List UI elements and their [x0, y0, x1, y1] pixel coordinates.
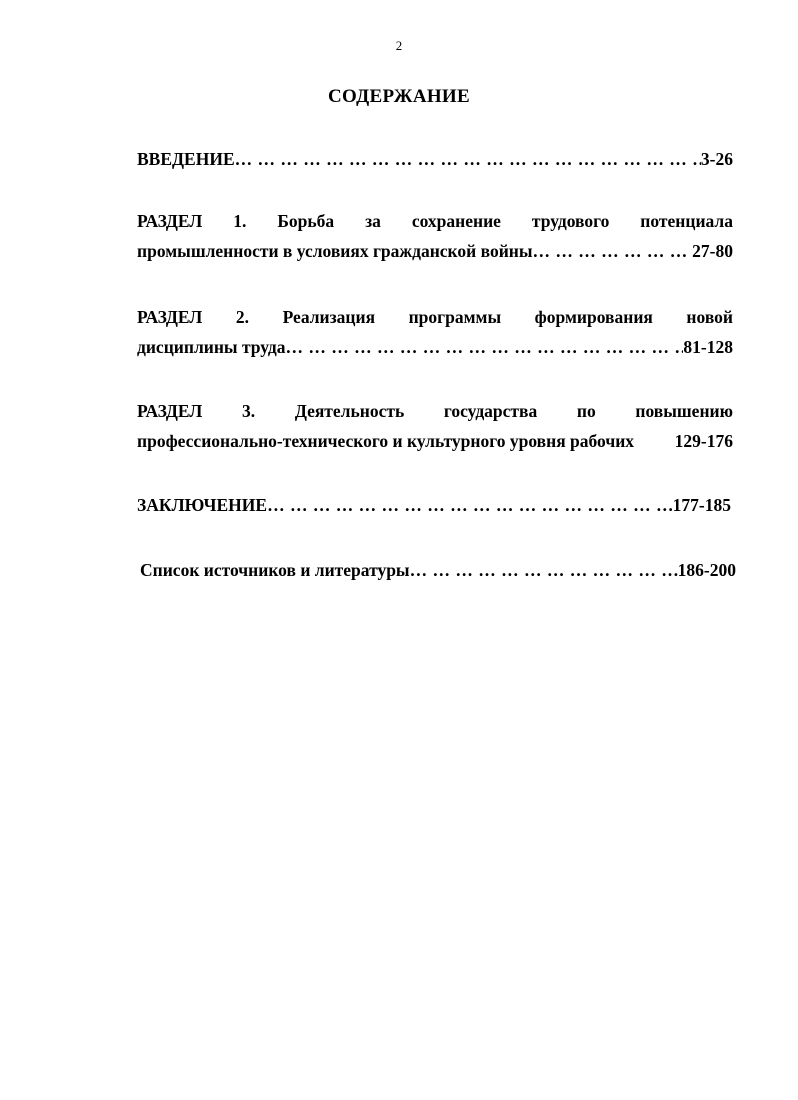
toc-entry-section-1	[137, 206, 733, 266]
toc-leader-dots	[235, 144, 701, 174]
page-number: 2	[395, 38, 403, 53]
toc-leader-dots	[286, 332, 684, 362]
toc-entry-introduction	[137, 144, 733, 174]
toc-entry-line	[137, 236, 733, 266]
toc-leader-dots	[410, 555, 678, 585]
toc-page-range: 129-176	[674, 431, 733, 451]
toc-entry-section-2	[137, 302, 733, 362]
toc-entry-conclusion	[137, 490, 731, 520]
toc-entry-heading: РАЗДЕЛ 2. Реализация программы формирования новой	[137, 307, 733, 327]
page-title: СОДЕРЖАНИЕ	[328, 86, 470, 107]
toc-entry-label: ЗАКЛЮЧЕНИЕ	[137, 495, 268, 515]
toc-entry-label: Список источников и литературы	[140, 560, 410, 580]
toc-page-range: 81-128	[683, 337, 733, 357]
toc-entry-line	[137, 144, 733, 174]
toc-leader-dots	[533, 236, 693, 266]
toc-entry-line	[137, 426, 733, 456]
toc-entry-heading: РАЗДЕЛ 3. Деятельность государства по повышению	[137, 401, 733, 421]
toc-entry-label: профессионально-технического и культурного уровня рабочих	[137, 431, 635, 451]
toc-entry-label: дисциплины труда	[137, 337, 286, 357]
toc-page-range: 177-185	[672, 495, 731, 515]
toc-entry-bibliography	[140, 555, 736, 585]
toc-page-range: 3-26	[700, 149, 733, 169]
toc-entry-section-3	[137, 396, 733, 456]
toc-entry-line	[140, 555, 736, 585]
toc-entry-label: промышленности в условиях гражданской войны	[137, 241, 533, 261]
toc-entry-heading: РАЗДЕЛ 1. Борьба за сохранение трудового потенциала	[137, 211, 733, 231]
toc-page-range: 27-80	[692, 241, 733, 261]
toc-entry-line	[137, 332, 733, 362]
toc-page-range: 186-200	[677, 560, 736, 580]
toc-leader-dots	[267, 490, 673, 520]
toc-entry-label: ВВЕДЕНИЕ	[137, 149, 235, 169]
toc-entry-line	[137, 490, 731, 520]
